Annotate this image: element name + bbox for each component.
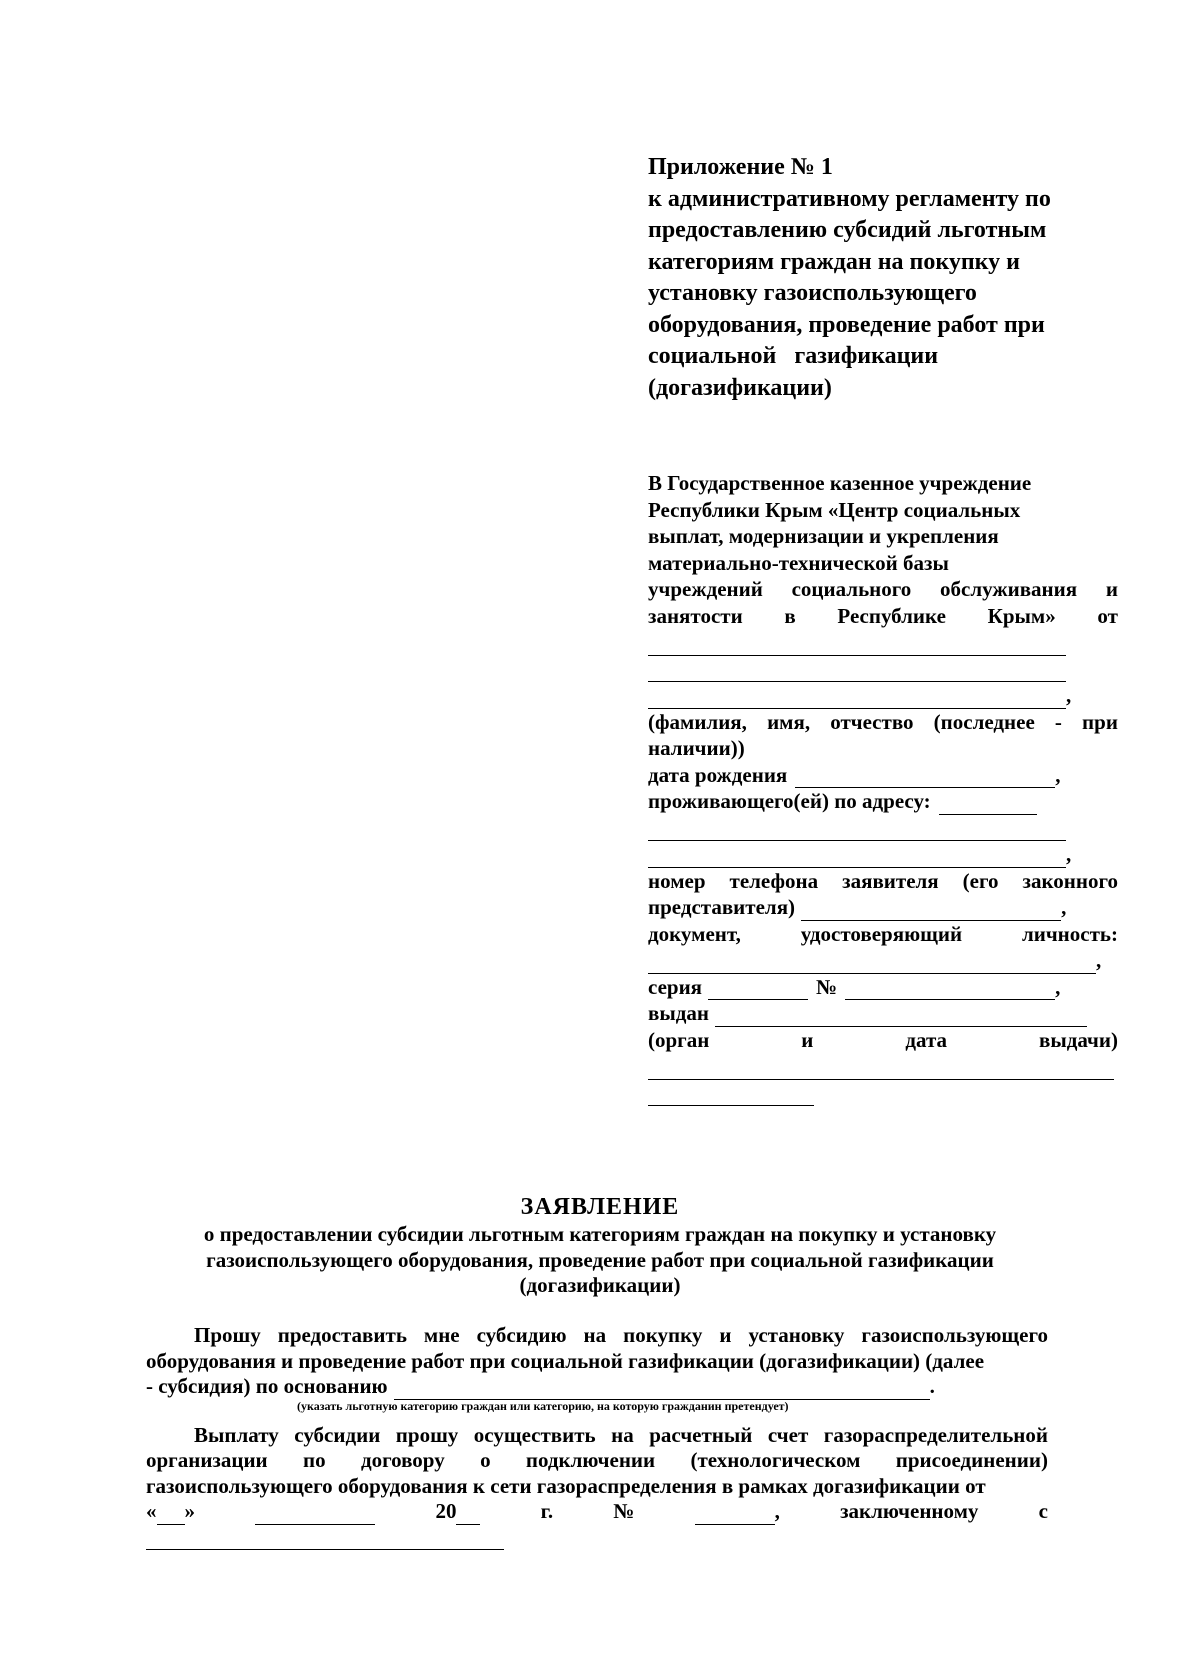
annex-line: оборудования, проведение работ при bbox=[648, 311, 1045, 338]
word: - bbox=[1054, 709, 1062, 734]
birth-date-label: дата рождения bbox=[648, 762, 788, 787]
contract-with-blank-line[interactable] bbox=[146, 1525, 1048, 1551]
word: и bbox=[801, 1027, 814, 1052]
issued-blank-line[interactable] bbox=[648, 1053, 1118, 1080]
number-label: № bbox=[816, 974, 838, 999]
statement-subtitle-line: (догазификации) bbox=[519, 1273, 681, 1297]
phone-label-line bbox=[648, 868, 1118, 895]
word: обслуживания bbox=[940, 577, 1078, 601]
comma: , bbox=[1055, 762, 1061, 787]
id-document-label-line bbox=[648, 921, 1118, 948]
word: организации bbox=[146, 1448, 268, 1472]
year-prefix: 20 bbox=[435, 1499, 457, 1523]
annex-line: установку газоиспользующего bbox=[648, 280, 977, 306]
fio-note-end: наличии)) bbox=[648, 736, 745, 760]
statement-subtitle-line: о предоставлении субсидии льготным категориям граждан на покупку и установку bbox=[203, 1222, 997, 1246]
contract-number-field[interactable] bbox=[695, 1499, 780, 1525]
series-number-field[interactable] bbox=[648, 974, 1118, 1001]
word: заявителя bbox=[842, 868, 939, 893]
contract-month-field[interactable] bbox=[255, 1504, 375, 1525]
word: номер bbox=[648, 868, 706, 893]
p2-justified-line bbox=[146, 1448, 1048, 1474]
fio-blank-line[interactable] bbox=[648, 656, 1118, 683]
comma: , bbox=[1066, 842, 1072, 866]
word: в bbox=[784, 603, 796, 628]
annex-header bbox=[648, 152, 1118, 404]
addressee-justified-line bbox=[648, 576, 1118, 603]
word: социального bbox=[791, 577, 912, 601]
phone-field[interactable] bbox=[648, 894, 1118, 921]
p1-line: оборудования и проведение работ при социальной газификации (догазификации) (далее bbox=[146, 1348, 985, 1373]
statement-subtitle-line: газоиспользующего оборудования, проведение работ при социальной газификации bbox=[206, 1247, 994, 1272]
open-quote: « bbox=[146, 1499, 157, 1523]
with-word: с bbox=[1038, 1499, 1048, 1523]
word: телефона bbox=[729, 868, 819, 893]
word: договору bbox=[360, 1448, 445, 1472]
issued-blank-line[interactable] bbox=[648, 1080, 1118, 1107]
fio-blank-line[interactable] bbox=[648, 682, 1118, 709]
series-label: серия bbox=[648, 974, 703, 999]
word: занятости bbox=[648, 603, 743, 628]
addressee-block bbox=[648, 470, 1118, 1106]
address-blank-line[interactable] bbox=[648, 815, 1118, 842]
p1-line: Прошу предоставить мне субсидию на покупку и установку газоиспользующего bbox=[194, 1323, 1048, 1347]
word: документ, bbox=[648, 921, 741, 946]
annex-line: к административному регламенту по bbox=[648, 185, 1051, 212]
word: о bbox=[480, 1448, 491, 1472]
addressee-justified-line bbox=[648, 603, 1118, 630]
address-label: проживающего(ей) по адресу: bbox=[648, 789, 931, 813]
comma: , bbox=[774, 1499, 780, 1523]
addressee-line: В Государственное казенное учреждение bbox=[648, 471, 1032, 495]
annex-line: предоставлению субсидий льготным bbox=[648, 217, 1047, 243]
statement-title-block bbox=[120, 1192, 1080, 1299]
address-blank-line[interactable] bbox=[648, 841, 1118, 868]
issued-by-field[interactable] bbox=[648, 1000, 1118, 1027]
number-sign: № bbox=[613, 1499, 635, 1523]
word: дата bbox=[905, 1027, 948, 1052]
p2-line: газоиспользующего оборудования к сети газораспределения в рамках догазификации от bbox=[146, 1473, 986, 1498]
word: подключении bbox=[525, 1448, 656, 1472]
comma: , bbox=[1096, 948, 1102, 972]
p2-line: Выплату субсидии прошу осуществить на расчетный счет газораспределительной bbox=[194, 1422, 1048, 1447]
addressee-line: выплат, модернизации и укрепления bbox=[648, 524, 999, 548]
basis-label: - субсидия) по основанию bbox=[146, 1374, 388, 1398]
word: присоединении) bbox=[895, 1448, 1048, 1472]
birth-date-field[interactable] bbox=[648, 762, 1118, 789]
issued-note-line bbox=[648, 1027, 1118, 1054]
addressee-line: Республики Крым «Центр социальных bbox=[648, 497, 1021, 522]
fio-note-line bbox=[648, 709, 1118, 736]
contract-date-number-line[interactable] bbox=[146, 1499, 1048, 1525]
word: законного bbox=[1022, 868, 1118, 893]
word: отчество bbox=[830, 709, 914, 734]
addressee-line: материально-технической базы bbox=[648, 550, 949, 575]
word: личность: bbox=[1021, 921, 1118, 946]
basis-field[interactable] bbox=[146, 1374, 1048, 1400]
word: (фамилия, bbox=[648, 709, 747, 734]
phone-label: представителя) bbox=[648, 895, 796, 919]
word: (технологическом bbox=[690, 1448, 861, 1472]
contract-day-field[interactable] bbox=[146, 1499, 195, 1525]
comma: , bbox=[1066, 683, 1072, 707]
issued-label: выдан bbox=[648, 1001, 709, 1025]
word: выдачи) bbox=[1039, 1027, 1118, 1052]
word: (последнее bbox=[933, 709, 1035, 734]
annex-line: социальной газификации bbox=[648, 343, 939, 369]
word: и bbox=[1105, 577, 1118, 601]
id-document-blank-line[interactable] bbox=[648, 947, 1118, 974]
word: учреждений bbox=[648, 577, 763, 601]
year-suffix: г. bbox=[540, 1499, 554, 1523]
period: . bbox=[929, 1374, 935, 1398]
word: имя, bbox=[767, 709, 811, 734]
address-field[interactable] bbox=[648, 788, 1118, 815]
comma: , bbox=[1061, 895, 1067, 919]
statement-body bbox=[146, 1323, 1048, 1550]
word: от bbox=[1097, 603, 1118, 628]
word: по bbox=[303, 1448, 326, 1472]
word: (орган bbox=[648, 1027, 710, 1052]
annex-line: Приложение № 1 bbox=[648, 154, 833, 180]
concluded-word: заключенному bbox=[840, 1499, 979, 1523]
comma: , bbox=[1055, 974, 1061, 999]
fio-blank-line[interactable] bbox=[648, 629, 1118, 656]
close-quote: » bbox=[184, 1499, 195, 1523]
word: Республике bbox=[837, 603, 946, 628]
word: удостоверяющий bbox=[800, 921, 963, 946]
contract-year-field[interactable] bbox=[435, 1499, 480, 1525]
annex-line: категориям граждан на покупку и bbox=[648, 248, 1020, 275]
word: Крым» bbox=[987, 603, 1056, 628]
word: (его bbox=[962, 868, 999, 893]
annex-line: (догазификации) bbox=[648, 374, 832, 401]
word: при bbox=[1082, 709, 1118, 734]
basis-note: (указать льготную категорию граждан или категорию, на которую гражданин претендует) bbox=[297, 1399, 789, 1413]
statement-title: ЗАЯВЛЕНИЕ bbox=[520, 1194, 680, 1220]
